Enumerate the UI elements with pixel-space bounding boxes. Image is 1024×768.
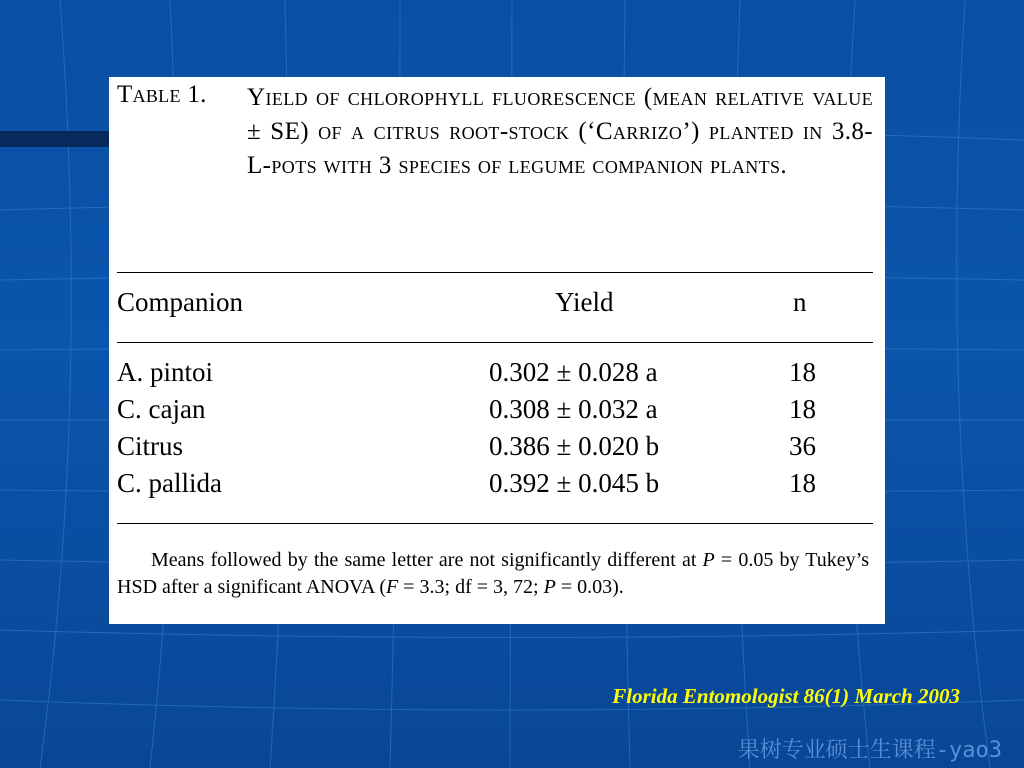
cell-companion: A. pintoi bbox=[117, 357, 214, 387]
table-caption: Yield of chlorophyll fluorescence (mean relative value ± SE) of a citrus root-stock (‘Carrizo’) planted in 3.8-L-pots with 3 species of legume companion plants. bbox=[247, 84, 873, 179]
footnote-p-symbol: P bbox=[702, 549, 715, 571]
header-rule bbox=[117, 342, 873, 343]
footnote-f-symbol: F bbox=[386, 576, 399, 598]
cell-n: 18 bbox=[789, 468, 816, 498]
cell-companion: C. pallida bbox=[117, 468, 222, 498]
accent-bar bbox=[0, 131, 110, 147]
bottom-rule bbox=[117, 523, 873, 524]
column-header-companion: Companion bbox=[117, 287, 243, 317]
column-header-yield: Yield bbox=[555, 287, 614, 317]
cell-n: 18 bbox=[789, 394, 816, 424]
cell-companion: Citrus bbox=[117, 431, 184, 461]
footnote-p-symbol: P bbox=[543, 576, 556, 598]
table-caption-label: Table 1. bbox=[117, 81, 207, 108]
footnote-text: Means followed by the same letter are not significantly different at bbox=[151, 549, 703, 571]
cell-yield: 0.392 ± 0.045 b bbox=[489, 468, 660, 498]
cell-yield: 0.302 ± 0.028 a bbox=[489, 357, 658, 387]
footnote-text: = 0.05 by Tukey’s HSD after a significant ANOVA ( bbox=[117, 549, 869, 598]
table-footnote bbox=[117, 547, 869, 601]
cell-yield: 0.308 ± 0.032 a bbox=[489, 394, 658, 424]
footnote-text: = 3.3; df = 3, 72; bbox=[398, 576, 544, 598]
cell-yield: 0.386 ± 0.020 b bbox=[489, 431, 660, 461]
table-image bbox=[109, 77, 885, 624]
cell-n: 18 bbox=[789, 357, 816, 387]
citation: Florida Entomologist 86(1) March 2003 bbox=[612, 684, 960, 708]
cell-n: 36 bbox=[789, 431, 816, 461]
column-header-n: n bbox=[793, 287, 807, 317]
footnote-text: = 0.03). bbox=[555, 576, 624, 598]
watermark: 果树专业硕士生课程-yao3 bbox=[737, 738, 1002, 763]
top-rule bbox=[117, 272, 873, 273]
cell-companion: C. cajan bbox=[117, 394, 206, 424]
